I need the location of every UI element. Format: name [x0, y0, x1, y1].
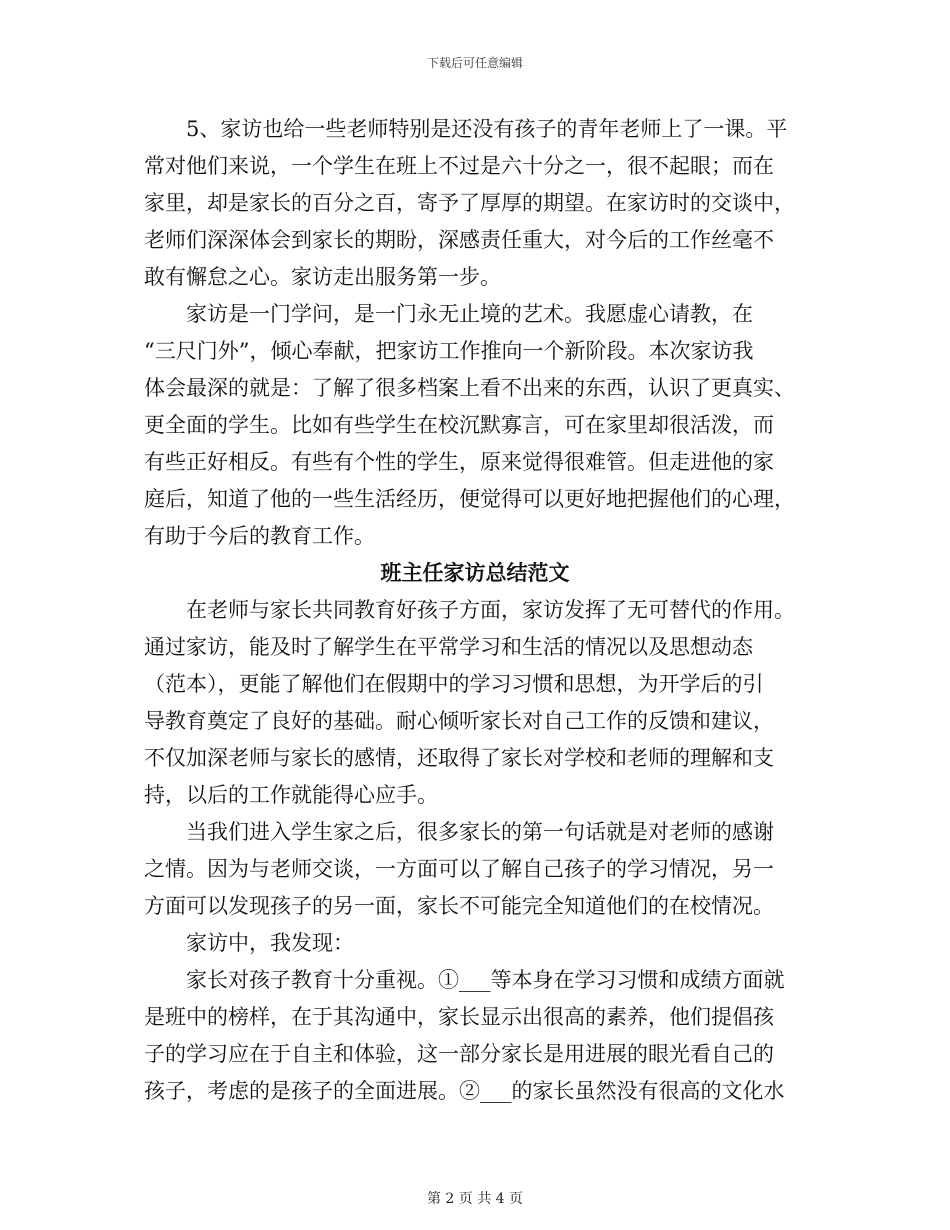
paragraph-line: 家里，却是家长的百分之百，寄予了厚厚的期望。在家访时的交谈中，: [144, 191, 795, 215]
paragraph-line: 家访是一门学问，是一门永无止境的艺术。我愿虚心请教，在: [186, 302, 753, 326]
paragraph-line: 敢有懈怠之心。家访走出服务第一步。: [144, 265, 501, 289]
paragraph-line: 庭后，知道了他的一些生活经历，便觉得可以更好地把握他们的心理，: [144, 487, 795, 511]
paragraph-line: 老师们深深体会到家长的期盼，深感责任重大，对今后的工作丝毫不: [144, 228, 774, 252]
paragraph-line: 家访中，我发现：: [186, 931, 354, 955]
page-header: 下载后可任意编辑: [426, 56, 523, 70]
paragraph-line: 更全面的学生。比如有些学生在校沉默寡言，可在家里却很活泼，而: [144, 413, 774, 437]
paragraph-line: 子的学习应在于自主和体验，这一部分家长是用进展的眼光看自己的: [144, 1042, 774, 1066]
paragraph-line: 方面可以发现孩子的另一面，家长不可能完全知道他们的在校情况。: [144, 894, 774, 918]
paragraph-line: “三尺门外”，倾心奉献，把家访工作推向一个新阶段。本次家访我: [144, 339, 754, 363]
paragraph-line: 之情。因为与老师交谈，一方面可以了解自己孩子的学习情况，另一: [144, 857, 774, 881]
paragraph-line: 导教育奠定了良好的基础。耐心倾听家长对自己工作的反馈和建议，: [144, 709, 774, 733]
paragraph-line: 孩子，考虑的是孩子的全面进展。②___的家长虽然没有很高的文化水: [144, 1079, 785, 1103]
paragraph-line: 当我们进入学生家之后，很多家长的第一句话就是对老师的感谢: [186, 820, 774, 844]
paragraph-line: 持，以后的工作就能得心应手。: [144, 783, 438, 807]
section-title: 班主任家访总结范文: [380, 560, 570, 585]
paragraph-line: 是班中的榜样，在于其沟通中，家长显示出很高的素养，他们提倡孩: [144, 1005, 774, 1029]
paragraph-line: 家长对孩子教育十分重视。①___等本身在学习习惯和成绩方面就: [186, 968, 785, 992]
paragraph-line: 常对他们来说，一个学生在班上不过是六十分之一，很不起眼；而在: [144, 154, 774, 178]
paragraph-line: 不仅加深老师与家长的感情，还取得了家长对学校和老师的理解和支: [144, 746, 774, 770]
paragraph-line: 5、家访也给一些老师特别是还没有孩子的青年老师上了一课。平: [186, 117, 788, 141]
paragraph-line: （范本），更能了解他们在假期中的学习习惯和思想，为开学后的引: [144, 672, 764, 696]
paragraph-line: 有些正好相反。有些有个性的学生，原来觉得很难管。但走进他的家: [144, 450, 774, 474]
page-footer: 第 2 页 共 4 页: [426, 1191, 524, 1207]
paragraph-line: 有助于今后的教育工作。: [144, 524, 375, 548]
paragraph-line: 体会最深的就是：了解了很多档案上看不出来的东西，认识了更真实、: [144, 376, 795, 400]
paragraph-line: 在老师与家长共同教育好孩子方面，家访发挥了无可替代的作用。: [186, 598, 795, 622]
paragraph-line: 通过家访，能及时了解学生在平常学习和生活的情况以及思想动态: [144, 635, 753, 659]
